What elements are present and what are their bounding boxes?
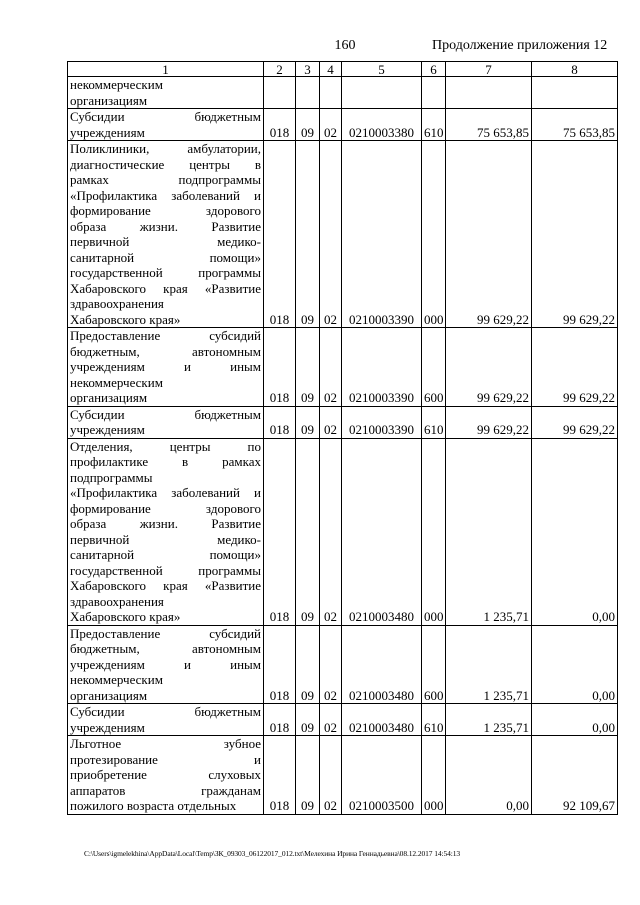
file-path-footer: C:\Users\igmelekhina\AppData\Local\Temp\ЗК_09303_06122017_012.txt\Мелехина Ирина Геннадьевна\08.12.2017 14:54:13 bbox=[84, 849, 461, 858]
expense-type-code: 610 bbox=[422, 406, 446, 438]
section-code: 09 bbox=[296, 736, 320, 815]
target-article-code: 0210003480 bbox=[342, 704, 422, 736]
expense-type-code: 000 bbox=[422, 736, 446, 815]
amount-2019: 0,00 bbox=[532, 625, 618, 704]
description-line: Хабаровского края» bbox=[70, 609, 181, 624]
description-line: пожилого возраста отдельных bbox=[70, 798, 237, 813]
amount-2018: 99 629,22 bbox=[446, 406, 532, 438]
description-line: Хабаровского края «Развитие bbox=[70, 578, 261, 593]
row-description bbox=[68, 328, 264, 407]
description-line: образа жизни. Развитие bbox=[70, 218, 261, 234]
description-line: государственной программы bbox=[70, 265, 261, 280]
description-line: первичной медико- bbox=[70, 234, 261, 249]
subsection-code: 02 bbox=[320, 328, 342, 407]
description-line: бюджетным, автономным bbox=[70, 641, 261, 656]
amount-2019: 0,00 bbox=[532, 438, 618, 625]
appendix-continuation-label: Продолжение приложения 12 bbox=[432, 38, 608, 53]
column-header: 2 bbox=[264, 62, 296, 77]
description-line: санитарной помощи» bbox=[70, 249, 261, 265]
description-line: первичной медико- bbox=[70, 531, 261, 547]
table-row bbox=[68, 77, 618, 109]
amount-2018: 99 629,22 bbox=[446, 328, 532, 407]
table-row bbox=[68, 328, 618, 407]
table-row bbox=[68, 406, 618, 438]
description-line: аппаратов гражданам bbox=[70, 782, 261, 798]
section-code: 09 bbox=[296, 625, 320, 704]
column-header: 7 bbox=[446, 62, 532, 77]
description-line: некоммерческим bbox=[70, 77, 163, 92]
expense-type-code: 000 bbox=[422, 141, 446, 328]
description-line: Субсидии бюджетным bbox=[70, 704, 261, 719]
table-header-row bbox=[68, 62, 618, 77]
description-line: учреждениям bbox=[70, 124, 145, 140]
row-description bbox=[68, 704, 264, 736]
table-row bbox=[68, 438, 618, 625]
section-code: 09 bbox=[296, 406, 320, 438]
section-code: 09 bbox=[296, 438, 320, 625]
description-line: диагностические центры в bbox=[70, 156, 261, 172]
table-body bbox=[68, 77, 618, 815]
description-line: государственной программы bbox=[70, 562, 261, 578]
amount-2018: 1 235,71 bbox=[446, 438, 532, 625]
description-line: учреждениям и иным bbox=[70, 656, 261, 672]
description-line: организациям bbox=[70, 92, 148, 108]
amount-2019: 75 653,85 bbox=[532, 109, 618, 141]
description-line: приобретение слуховых bbox=[70, 767, 261, 782]
expense-type-code: 600 bbox=[422, 328, 446, 407]
amount-2018 bbox=[446, 77, 532, 109]
subsection-code: 02 bbox=[320, 704, 342, 736]
table-row bbox=[68, 109, 618, 141]
target-article-code: 0210003390 bbox=[342, 406, 422, 438]
subsection-code: 02 bbox=[320, 736, 342, 815]
description-line: учреждениям bbox=[70, 719, 145, 735]
target-article-code: 0210003390 bbox=[342, 141, 422, 328]
target-article-code bbox=[342, 77, 422, 109]
amount-2019: 0,00 bbox=[532, 704, 618, 736]
description-line: здравоохранения bbox=[70, 296, 164, 311]
amount-2019: 99 629,22 bbox=[532, 141, 618, 328]
description-line: формирование здорового bbox=[70, 500, 261, 516]
description-line: Льготное зубное bbox=[70, 736, 261, 751]
expense-type-code: 610 bbox=[422, 109, 446, 141]
description-line: образа жизни. Развитие bbox=[70, 516, 261, 531]
description-line: некоммерческим bbox=[70, 672, 163, 687]
ministry-code: 018 bbox=[264, 141, 296, 328]
row-description bbox=[68, 77, 264, 109]
amount-2019: 99 629,22 bbox=[532, 406, 618, 438]
column-header: 3 bbox=[296, 62, 320, 77]
row-description bbox=[68, 438, 264, 625]
ministry-code: 018 bbox=[264, 328, 296, 407]
description-line: подпрограммы bbox=[70, 469, 153, 485]
amount-2018: 75 653,85 bbox=[446, 109, 532, 141]
column-header: 6 bbox=[422, 62, 446, 77]
expense-type-code bbox=[422, 77, 446, 109]
amount-2019 bbox=[532, 77, 618, 109]
target-article-code: 0210003500 bbox=[342, 736, 422, 815]
target-article-code: 0210003380 bbox=[342, 109, 422, 141]
description-line: учреждениям bbox=[70, 422, 145, 437]
ministry-code: 018 bbox=[264, 109, 296, 141]
description-line: некоммерческим bbox=[70, 374, 163, 390]
description-line: Субсидии бюджетным bbox=[70, 406, 261, 422]
table-row bbox=[68, 141, 618, 328]
description-line: учреждениям и иным bbox=[70, 359, 261, 374]
ministry-code: 018 bbox=[264, 625, 296, 704]
table-row bbox=[68, 704, 618, 736]
description-line: Отделения, центры по bbox=[70, 438, 261, 454]
subsection-code: 02 bbox=[320, 109, 342, 141]
column-header: 5 bbox=[342, 62, 422, 77]
section-code: 09 bbox=[296, 704, 320, 736]
section-code bbox=[296, 77, 320, 109]
subsection-code bbox=[320, 77, 342, 109]
description-line: Поликлиники, амбулатории, bbox=[70, 141, 261, 156]
description-line: здравоохранения bbox=[70, 593, 164, 609]
row-description bbox=[68, 109, 264, 141]
subsection-code: 02 bbox=[320, 406, 342, 438]
description-line: санитарной помощи» bbox=[70, 547, 261, 562]
ministry-code bbox=[264, 77, 296, 109]
description-line: Субсидии бюджетным bbox=[70, 109, 261, 124]
target-article-code: 0210003480 bbox=[342, 438, 422, 625]
subsection-code: 02 bbox=[320, 141, 342, 328]
subsection-code: 02 bbox=[320, 625, 342, 704]
description-line: рамках подпрограммы bbox=[70, 172, 261, 187]
column-header: 4 bbox=[320, 62, 342, 77]
description-line: «Профилактика заболеваний и bbox=[70, 187, 261, 203]
row-description bbox=[68, 141, 264, 328]
section-code: 09 bbox=[296, 141, 320, 328]
description-line: Предоставление субсидий bbox=[70, 328, 261, 343]
amount-2018: 99 629,22 bbox=[446, 141, 532, 328]
description-line: Хабаровского края» bbox=[70, 311, 181, 327]
row-description bbox=[68, 406, 264, 438]
ministry-code: 018 bbox=[264, 736, 296, 815]
column-header: 1 bbox=[68, 62, 264, 77]
subsection-code: 02 bbox=[320, 438, 342, 625]
target-article-code: 0210003480 bbox=[342, 625, 422, 704]
expense-type-code: 600 bbox=[422, 625, 446, 704]
amount-2018: 0,00 bbox=[446, 736, 532, 815]
page-number: 160 bbox=[334, 38, 356, 53]
target-article-code: 0210003390 bbox=[342, 328, 422, 407]
section-code: 09 bbox=[296, 109, 320, 141]
description-line: протезирование и bbox=[70, 751, 261, 767]
amount-2019: 99 629,22 bbox=[532, 328, 618, 407]
description-line: Хабаровского края «Развитие bbox=[70, 280, 261, 296]
amount-2018: 1 235,71 bbox=[446, 704, 532, 736]
ministry-code: 018 bbox=[264, 406, 296, 438]
amount-2019: 92 109,67 bbox=[532, 736, 618, 815]
section-code: 09 bbox=[296, 328, 320, 407]
row-description bbox=[68, 625, 264, 704]
description-line: профилактике в рамках bbox=[70, 454, 261, 469]
amount-2018: 1 235,71 bbox=[446, 625, 532, 704]
ministry-code: 018 bbox=[264, 704, 296, 736]
description-line: формирование здорового bbox=[70, 203, 261, 218]
row-description bbox=[68, 736, 264, 815]
description-line: «Профилактика заболеваний и bbox=[70, 485, 261, 500]
description-line: Предоставление субсидий bbox=[70, 625, 261, 641]
description-line: организациям bbox=[70, 687, 148, 703]
table-row bbox=[68, 625, 618, 704]
expense-type-code: 000 bbox=[422, 438, 446, 625]
budget-table bbox=[67, 61, 618, 815]
expense-type-code: 610 bbox=[422, 704, 446, 736]
column-header: 8 bbox=[532, 62, 618, 77]
description-line: организациям bbox=[70, 390, 148, 405]
table-row bbox=[68, 736, 618, 815]
ministry-code: 018 bbox=[264, 438, 296, 625]
description-line: бюджетным, автономным bbox=[70, 343, 261, 359]
